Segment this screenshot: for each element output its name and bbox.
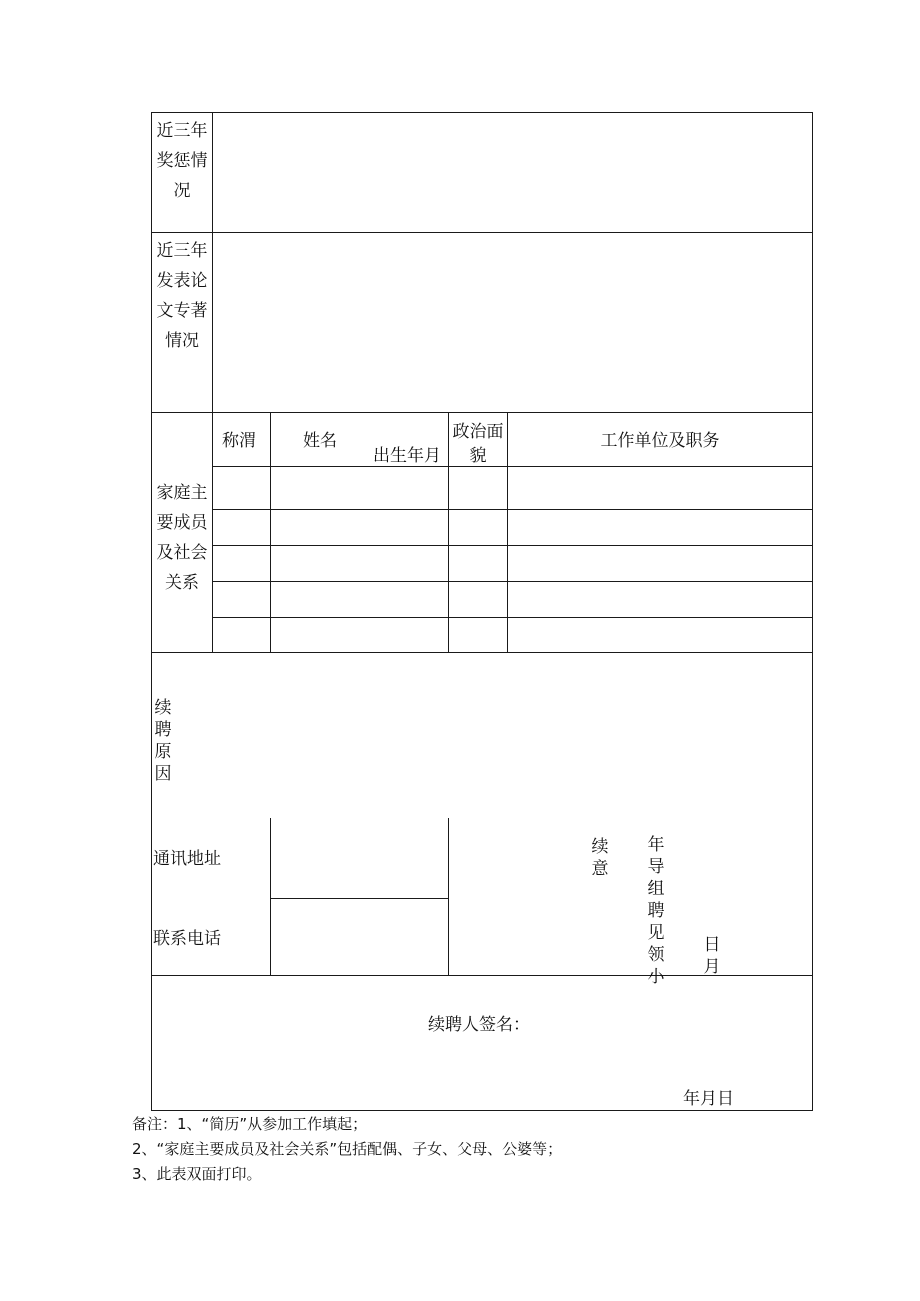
opinion-column-2: 年导组聘见领小 xyxy=(647,835,665,987)
contact-row-divider xyxy=(270,898,449,899)
family-header-relation: 称渭 xyxy=(222,431,256,451)
family-header-work: 工作单位及职务 xyxy=(600,431,720,451)
table-border-bottom xyxy=(151,1110,813,1111)
note-line-2: 2、“家庭主要成员及社会关系”包括配偶、子女、父母、公婆等； xyxy=(132,1140,563,1158)
family-header-name: 姓名 xyxy=(303,431,337,451)
note-line-1: 备注：1、“简历”从参加工作填起； xyxy=(132,1115,368,1133)
opinion-column-3: 日月 xyxy=(703,935,721,977)
note-line-3: 3、此表双面打印。 xyxy=(132,1165,262,1183)
table-row[interactable] xyxy=(213,467,812,509)
family-header-birth: 出生年月 xyxy=(373,446,441,466)
awards-content-area[interactable] xyxy=(213,113,812,232)
phone-label: 联系电话 xyxy=(153,929,221,949)
family-header-political: 政治面貌 xyxy=(452,422,504,466)
family-label: 家庭主要成员及社会关系 xyxy=(156,483,208,593)
signature-area[interactable] xyxy=(540,1005,740,1045)
address-field[interactable] xyxy=(272,820,447,897)
table-row[interactable] xyxy=(213,582,812,617)
table-row[interactable] xyxy=(213,510,812,545)
signature-label: 续聘人签名： xyxy=(428,1015,530,1035)
papers-section-bottom xyxy=(151,412,813,413)
opinion-column-1: 续意 xyxy=(591,837,609,879)
table-row[interactable] xyxy=(213,546,812,581)
contact-col-divider-2 xyxy=(448,818,449,976)
table-border-left xyxy=(151,112,152,1111)
table-row[interactable] xyxy=(213,618,812,652)
reason-label: 续聘原因 xyxy=(154,698,172,784)
reason-content-area[interactable] xyxy=(180,654,812,817)
family-section-bottom xyxy=(151,652,813,653)
address-label: 通讯地址 xyxy=(153,849,221,869)
papers-content-area[interactable] xyxy=(213,233,812,412)
awards-label: 近三年奖惩情况 xyxy=(156,121,208,201)
table-border-right xyxy=(812,112,813,1111)
phone-field[interactable] xyxy=(272,900,447,974)
signature-date: 年月日 xyxy=(683,1089,734,1109)
papers-label: 近三年发表论文专著情况 xyxy=(156,241,208,351)
contact-col-divider-1 xyxy=(270,818,271,976)
